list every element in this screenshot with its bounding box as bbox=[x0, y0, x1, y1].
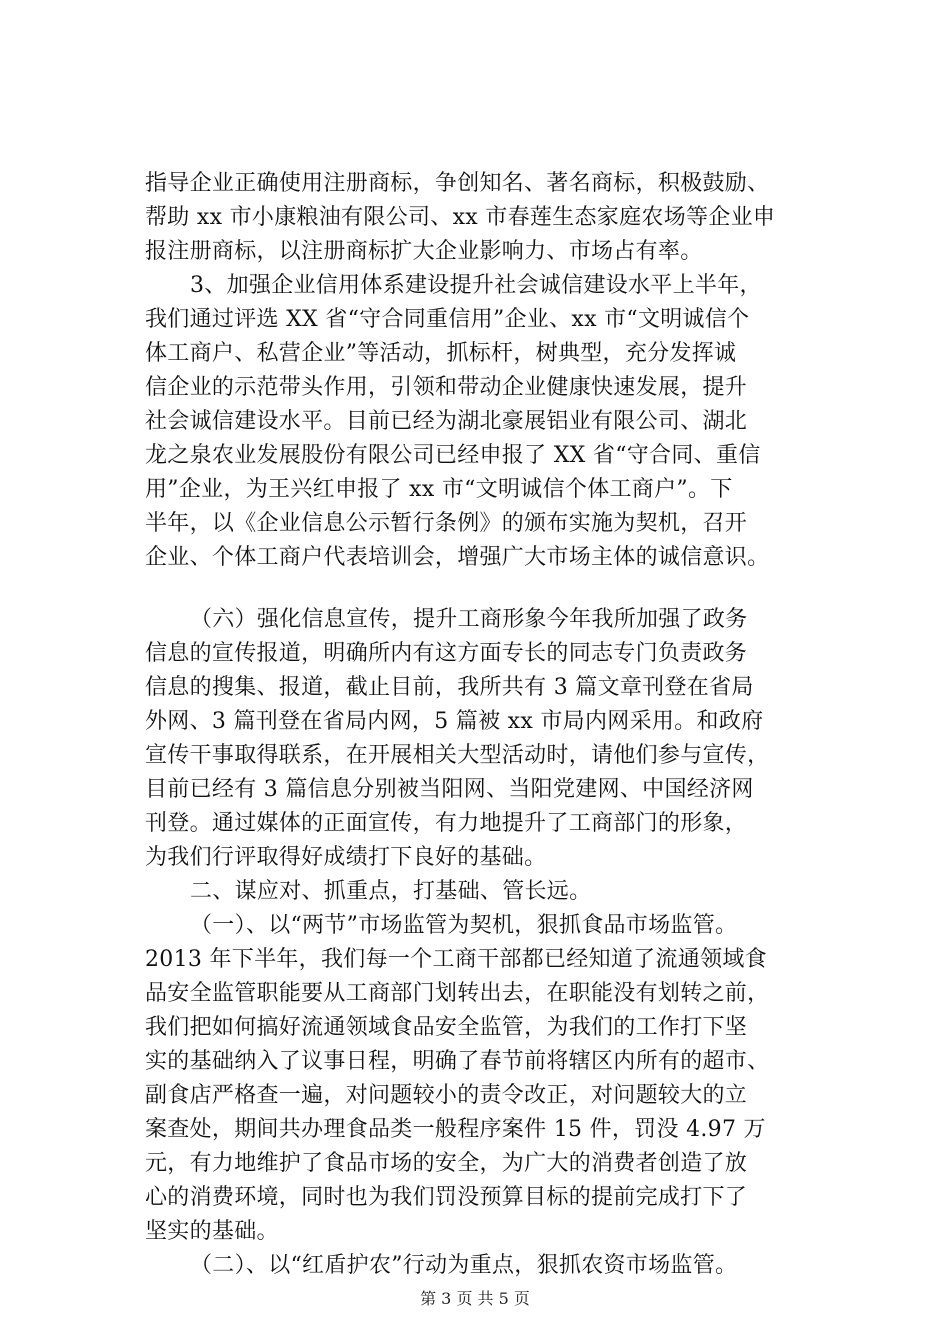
text-line: 心的消费环境，同时也为我们罚没预算目标的提前完成打下了 bbox=[145, 1185, 748, 1210]
text-line: 信息的宣传报道，明确所内有这方面专长的同志专门负责政务 bbox=[145, 641, 748, 666]
text-line: （二）、以“红盾护农”行动为重点，狠抓农资市场监管。 bbox=[190, 1253, 738, 1278]
text-line: 坚实的基础。 bbox=[145, 1219, 279, 1244]
text-line: 帮助 xx 市小康粮油有限公司、xx 市春莲生态家庭农场等企业申 bbox=[145, 205, 776, 230]
text-line: 半年，以《企业信息公示暂行条例》的颁布实施为契机，召开 bbox=[145, 511, 748, 536]
text-line: 外网、3 篇刊登在省局内网，5 篇被 xx 市局内网采用。和政府 bbox=[145, 709, 764, 734]
text-line: 3、加强企业信用体系建设提升社会诚信建设水平上半年， bbox=[190, 273, 762, 298]
text-line: 指导企业正确使用注册商标，争创知名、著名商标，积极鼓励、 bbox=[145, 171, 770, 196]
text-line: （六）强化信息宣传，提升工商形象今年我所加强了政务 bbox=[190, 607, 748, 632]
text-line: 目前已经有 3 篇信息分别被当阳网、当阳党建网、中国经济网 bbox=[145, 777, 754, 802]
text-line: 为我们行评取得好成绩打下良好的基础。 bbox=[145, 845, 547, 870]
text-line: 社会诚信建设水平。目前已经为湖北豪展铝业有限公司、湖北 bbox=[145, 409, 748, 434]
text-line: 元，有力地维护了食品市场的安全，为广大的消费者创造了放 bbox=[145, 1151, 748, 1176]
text-line: 我们通过评选 XX 省“守合同重信用”企业、xx 市“文明诚信个 bbox=[145, 307, 750, 332]
text-line: 2013 年下半年，我们每一个工商干部都已经知道了流通领域食 bbox=[145, 947, 767, 972]
text-line: 品安全监管职能要从工商部门划转出去，在职能没有划转之前， bbox=[145, 981, 770, 1006]
text-line: 我们把如何搞好流通领域食品安全监管，为我们的工作打下坚 bbox=[145, 1015, 748, 1040]
text-line: 宣传干事取得联系，在开展相关大型活动时，请他们参与宣传， bbox=[145, 743, 770, 768]
section-heading: 二、谋应对、抓重点，打基础、管长远。 bbox=[190, 879, 592, 904]
page-number-footer: 第 3 页 共 5 页 bbox=[420, 1289, 530, 1308]
text-line: 报注册商标，以注册商标扩大企业影响力、市场占有率。 bbox=[145, 239, 703, 264]
text-line: 体工商户、私营企业”等活动，抓标杆，树典型，充分发挥诚 bbox=[145, 341, 737, 366]
text-line: 信息的搜集、报道，截止目前，我所共有 3 篇文章刊登在省局 bbox=[145, 675, 754, 700]
text-line: 信企业的示范带头作用，引领和带动企业健康快速发展，提升 bbox=[145, 375, 748, 400]
text-line: 企业、个体工商户代表培训会，增强广大市场主体的诚信意识。 bbox=[145, 545, 770, 570]
text-line: 刊登。通过媒体的正面宣传，有力地提升了工商部门的形象， bbox=[145, 811, 748, 836]
text-line: 副食店严格查一遍，对问题较小的责令改正，对问题较大的立 bbox=[145, 1083, 748, 1108]
text-line: 用”企业，为王兴红申报了 xx 市“文明诚信个体工商户”。下 bbox=[145, 477, 733, 502]
text-line: 实的基础纳入了议事日程，明确了春节前将辖区内所有的超市、 bbox=[145, 1049, 770, 1074]
text-line: （一）、以“两节”市场监管为契机，狠抓食品市场监管。 bbox=[190, 913, 738, 938]
text-line: 龙之泉农业发展股份有限公司已经申报了 XX 省“守合同、重信 bbox=[145, 443, 761, 468]
text-line: 案查处，期间共办理食品类一般程序案件 15 件，罚没 4.97 万 bbox=[145, 1117, 766, 1142]
